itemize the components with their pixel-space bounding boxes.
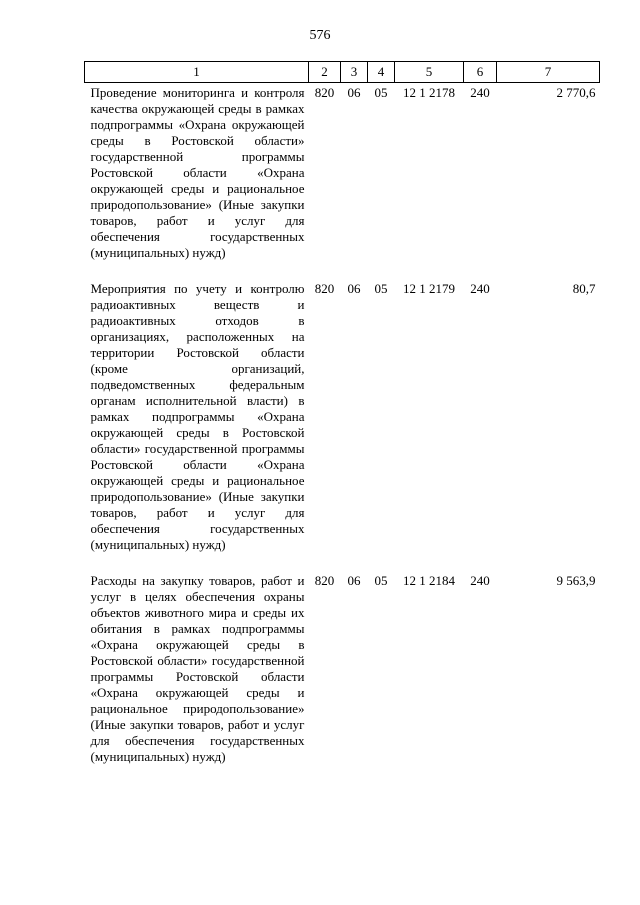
row-expense-type: 240 [470,573,490,588]
row-description: Расходы на закупку товаров, работ и услуг в целях обеспечения охраны объектов животного мира и среды их обитания в рамках подпрограммы «Охрана окружающей среды в Ростовской области» государственной программы Ростовской области «Охрана окружающей среды и рациональное природопользование» (Иные закупки товаров, работ и услуг для обеспечения государственных (муниципальных) нужд) [90,573,305,764]
column-header-2: 2 [309,62,341,83]
row-subsection-code: 05 [374,573,388,588]
table-row [85,571,600,783]
column-header-7: 7 [497,62,600,83]
page-number: 576 [309,28,331,43]
header-row [85,62,600,83]
row-section-code: 06 [347,85,361,100]
row-ministry-code: 820 [314,281,335,296]
row-ministry-code: 820 [314,573,335,588]
table-row [85,83,600,280]
row-amount: 80,7 [572,281,596,296]
row-description: Проведение мониторинга и контроля качества окружающей среды в рамках подпрограммы «Охрана окружающей среды в Ростовской области» государственной программы Ростовской области «Охрана окружающей среды и рациональное природопользование» (Иные закупки товаров, работ и услуг для обеспечения государственных (муниципальных) нужд) [90,85,305,260]
row-section-code: 06 [347,281,361,296]
row-target-article: 12 1 2179 [403,281,455,296]
row-amount: 2 770,6 [556,85,596,100]
column-header-1: 1 [85,62,309,83]
row-ministry-code: 820 [314,85,335,100]
column-header-6: 6 [464,62,497,83]
column-header-5: 5 [395,62,464,83]
row-expense-type: 240 [470,281,490,296]
row-target-article: 12 1 2178 [403,85,455,100]
column-header-4: 4 [368,62,395,83]
column-header-3: 3 [341,62,368,83]
row-subsection-code: 05 [374,281,388,296]
row-section-code: 06 [347,573,361,588]
row-target-article: 12 1 2184 [403,573,455,588]
row-amount: 9 563,9 [556,573,596,588]
row-subsection-code: 05 [374,85,388,100]
row-description: Мероприятия по учету и контролю радиоактивных веществ и радиоактивных отходов в организациях, расположенных на территории Ростовской области (кроме организаций, подведомственных федеральным органам исполнительной власти) в рамках подпрограммы «Охрана окружающей среды в Ростовской области» государственной программы Ростовской области «Охрана окружающей среды и рациональное природопользование» (Иные закупки товаров, работ и услуг для обеспечения государственных (муниципальных) нужд) [90,281,305,552]
budget-table [84,61,600,783]
table-row [85,279,600,571]
row-expense-type: 240 [470,85,490,100]
